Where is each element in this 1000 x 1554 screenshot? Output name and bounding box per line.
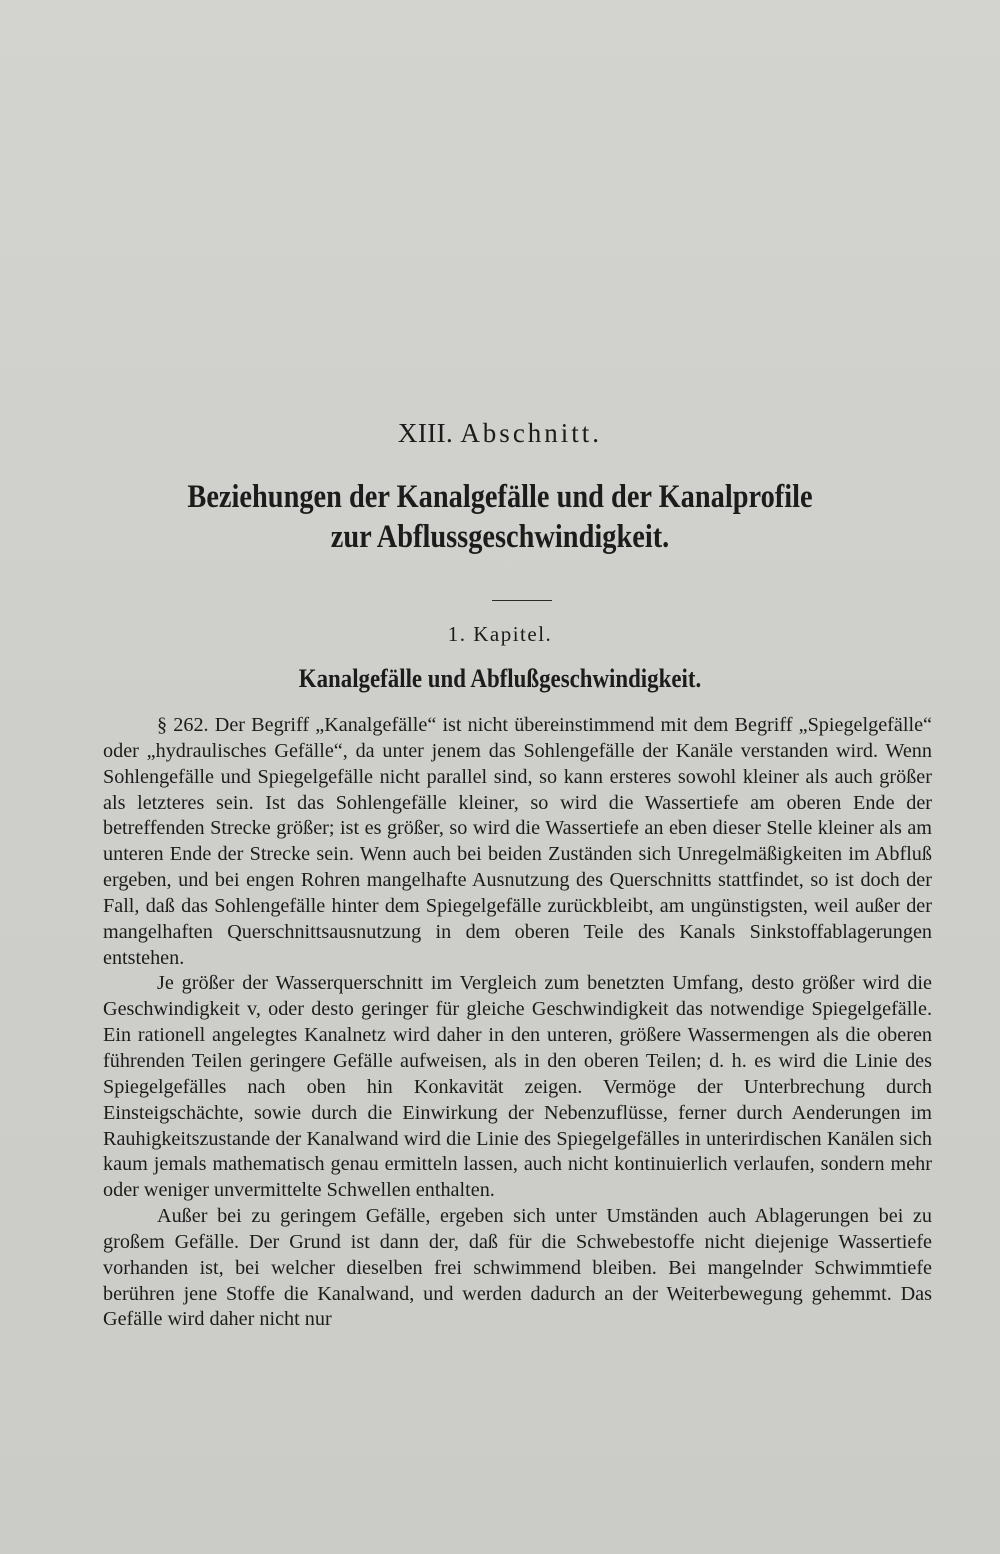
main-title-line-1: Beziehungen der Kanalgefälle und der Kanalprofile (187, 479, 813, 515)
divider-rule (492, 600, 552, 601)
main-title-line-2: zur Abflussgeschwindigkeit. (330, 519, 670, 555)
section-word: Abschnitt. (460, 418, 603, 448)
paragraph-deposits: Außer bei zu geringem Gefälle, ergeben sich unter Umständen auch Ablagerungen bei zu großem Gefälle. Der Grund ist dann der, daß für die Schwebestoffe nicht diejenige Wassertiefe vorhanden ist, bei welcher dieselben frei schwimmend bleiben. Bei mangelnder Schwimmtiefe berühren jene Stoffe die Kanalwand, und werden dadurch an der Weiterbewegung gehemmt. Das Gefälle wird daher nicht nur (103, 1205, 932, 1331)
paragraph-cross-section: Je größer der Wasserquerschnitt im Vergleich zum benetzten Umfang, desto größer wird die Geschwindigkeit v, oder desto geringer für gleiche Geschwindigkeit das notwendige Spiegelgefälle. Ein rationell angelegtes Kanalnetz wird daher in den unteren, größere Wassermengen als die oberen führenden Teilen geringere Gefälle aufweisen, als in den oberen Teilen; d. h. es wird die Linie des Spiegelgefälles nach oben hin Konkavität zeigen. Vermöge der Unterbrechung durch Einsteigschächte, sowie durch die Einwirkung der Nebenzuflüsse, ferner durch Aenderungen im Rauhigkeitszustande der Kanalwand wird die Linie des Spiegelgefälles in unterirdischen Kanälen sich kaum jemals mathematisch genau ermitteln lassen, auch nicht kontinuierlich verlaufen, sondern mehr oder weniger unvermittelte Schwellen enthalten. (103, 972, 932, 1202)
body-text (103, 713, 932, 1333)
main-title (70, 477, 930, 557)
section-numeral: XIII. (397, 418, 454, 448)
section-heading (0, 418, 1000, 449)
chapter-number: 1. Kapitel. (447, 622, 553, 646)
paragraph-262: § 262. Der Begriff „Kanalgefälle“ ist nicht übereinstimmend mit dem Begriff „Spiegelgefälle“ oder „hydraulisches Gefälle“, da unter jenem das Sohlengefälle der Kanäle verstanden wird. Wenn Sohlengefälle und Spiegelgefälle nicht parallel sind, so kann ersteres sowohl kleiner als auch größer als letzteres sein. Ist das Sohlengefälle kleiner, so wird die Wassertiefe am oberen Ende der betreffenden Strecke größer; ist es größer, so wird die Wassertiefe an eben dieser Stelle kleiner als am unteren Ende der Strecke sein. Wenn auch bei beiden Zuständen sich Unregelmäßigkeiten im Abfluß ergeben, und bei engen Rohren mangelhafte Ausnutzung des Querschnitts stattfindet, so ist doch der Fall, daß das Sohlengefälle hinter dem Spiegelgefälle zurückbleibt, am ungünstigsten, weil außer der mangelhaften Querschnittsausnutzung in dem oberen Teile des Kanals Sinkstoffablagerungen entstehen. (103, 714, 932, 969)
chapter-title: Kanalgefälle und Abflußgeschwindigkeit. (298, 664, 702, 693)
